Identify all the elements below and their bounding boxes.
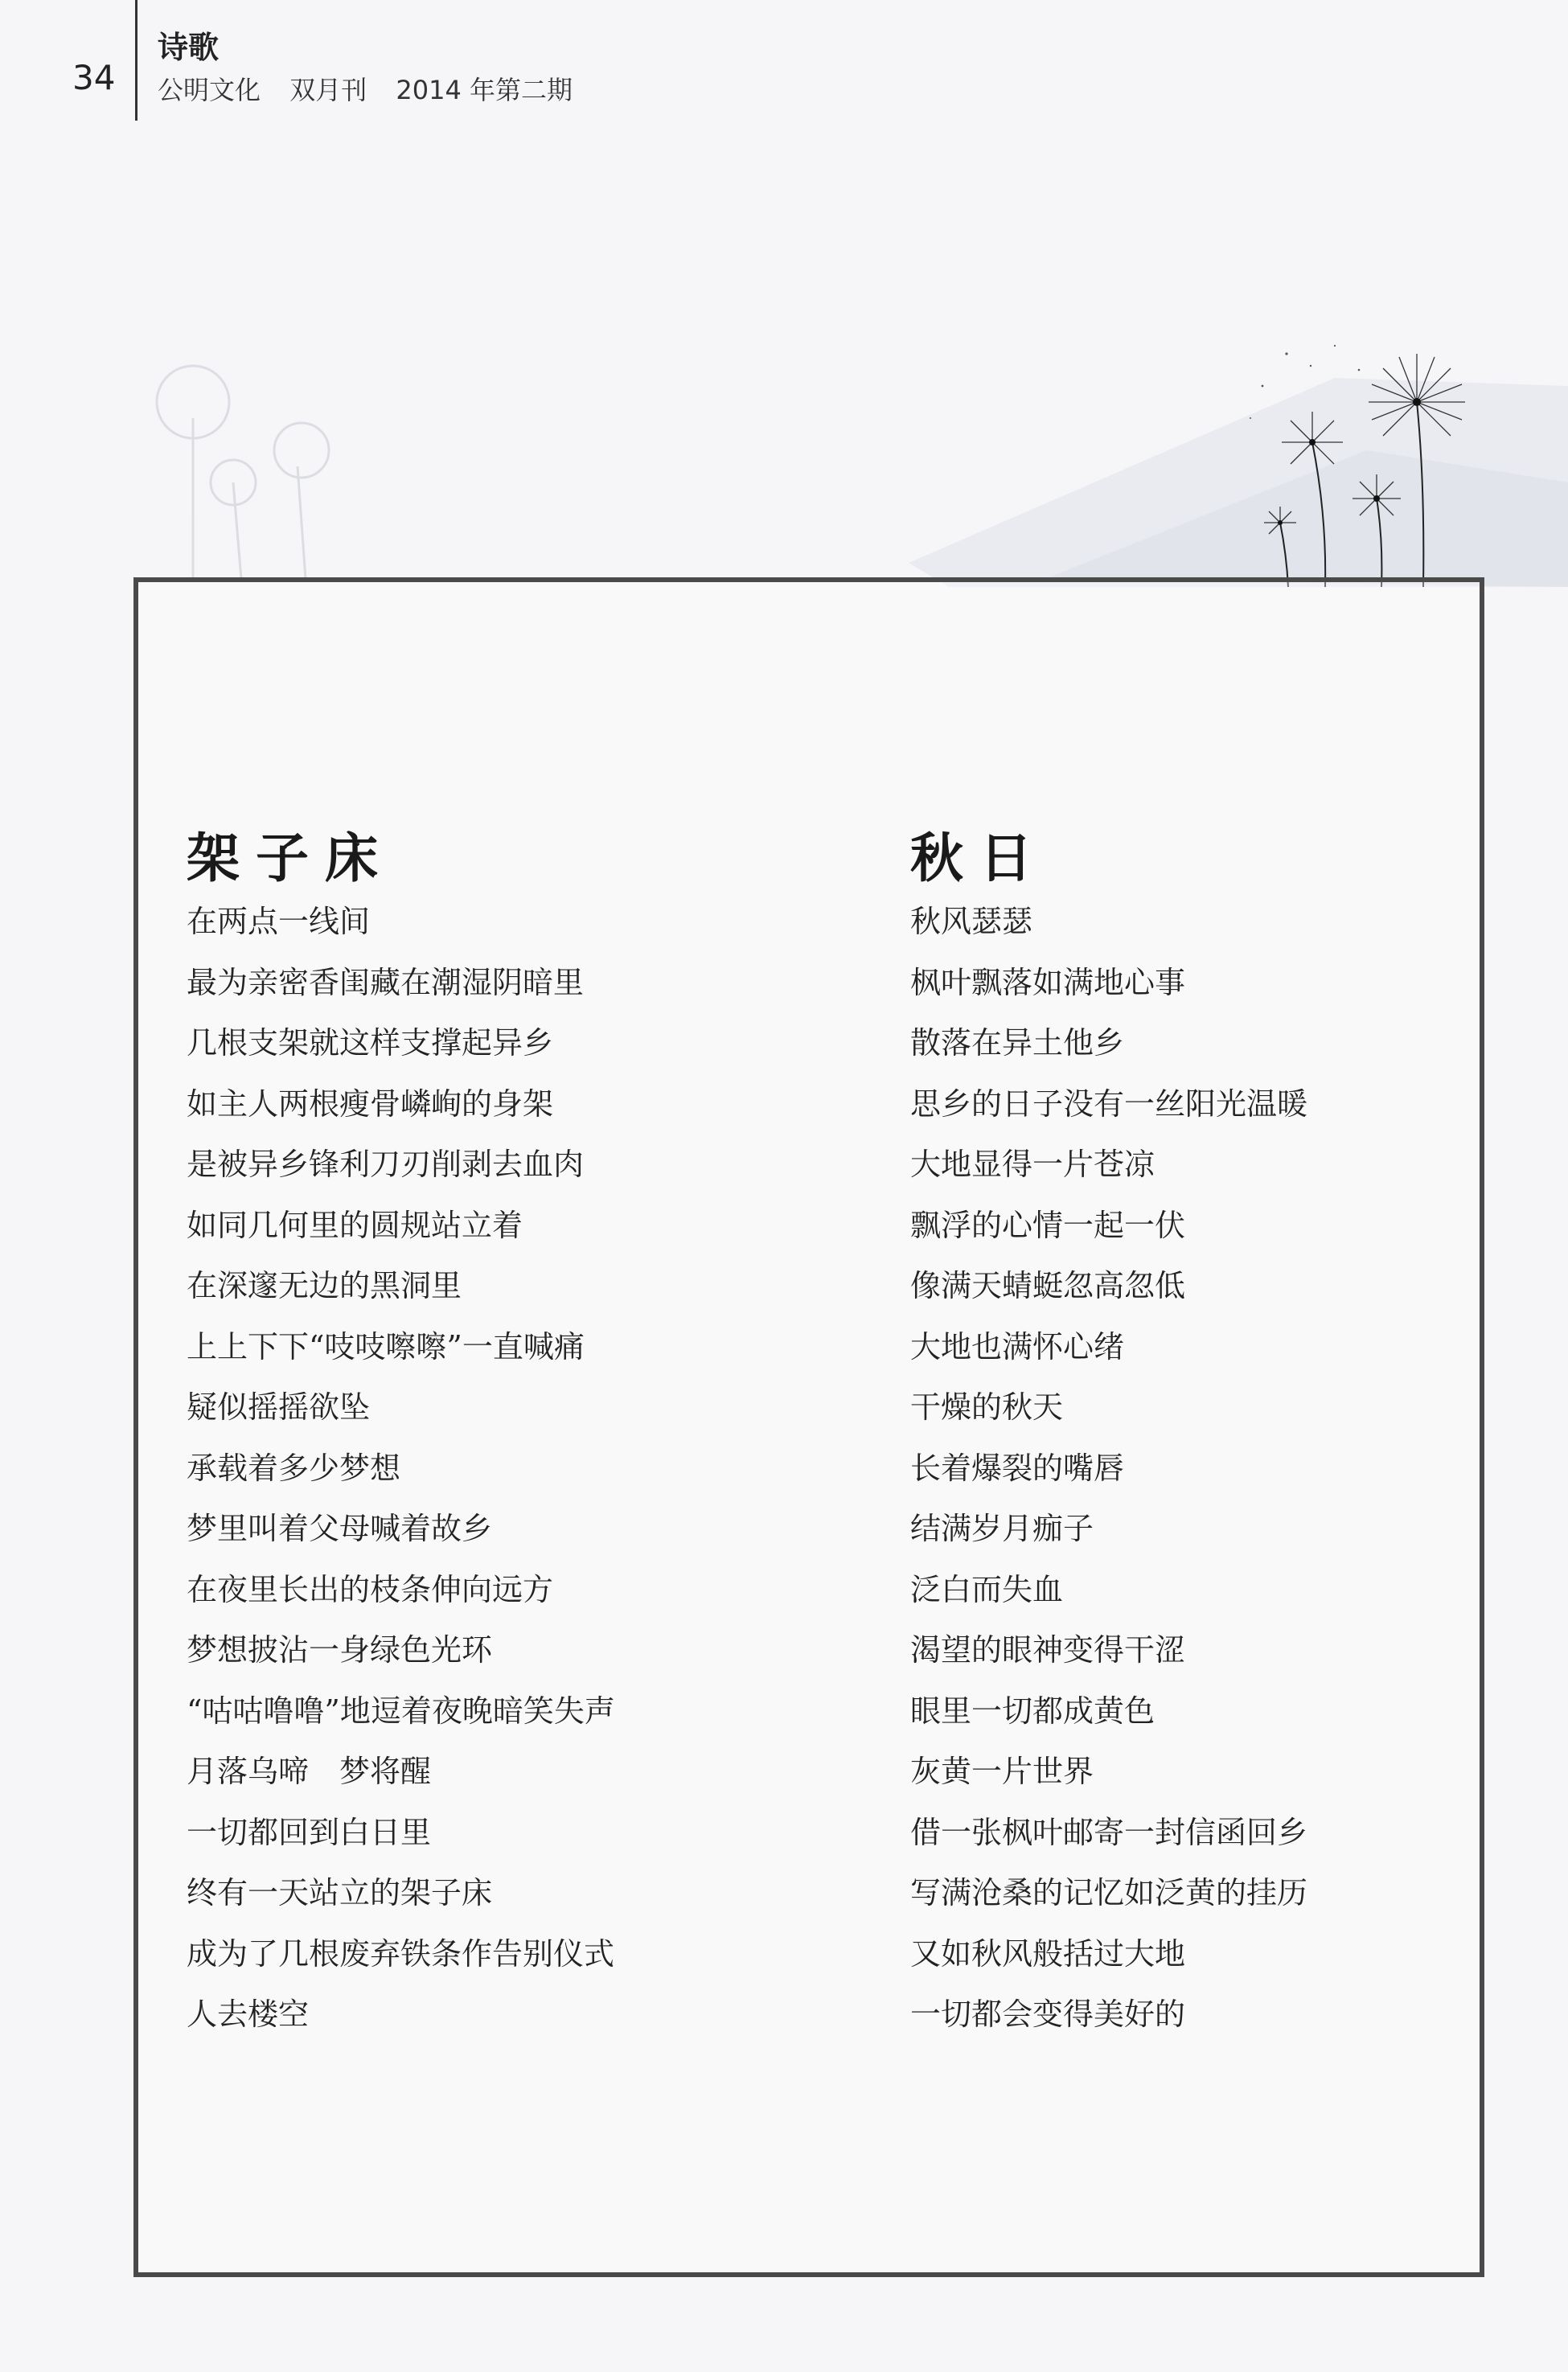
poem-line: 最为亲密香闺藏在潮湿阴暗里 <box>187 964 585 1000</box>
poem-line: 灰黄一片世界 <box>910 1754 1094 1789</box>
poem-line: 在两点一线间 <box>187 904 371 939</box>
poem-line: 几根支架就这样支撑起异乡 <box>187 1025 554 1061</box>
poem-line: 人去楼空 <box>187 1997 310 2032</box>
poem-line: 枫叶飘落如满地心事 <box>910 964 1186 1000</box>
poem-line: 写满沧桑的记忆如泛黄的挂历 <box>910 1875 1308 1910</box>
poem-line: 像满天蜻蜓忽高忽低 <box>910 1268 1186 1303</box>
dandelion-illustration <box>1238 322 1504 587</box>
page-number: 34 <box>72 58 116 97</box>
poem-line: 是被异乡锋利刀刃削剥去血肉 <box>187 1147 585 1182</box>
poem-frame <box>133 577 1484 2277</box>
header-divider <box>135 0 138 121</box>
poem-line: 泛白而失血 <box>910 1571 1064 1607</box>
section-title: 诗歌 <box>158 30 220 65</box>
poem-line: 成为了几根废弃铁条作告别仪式 <box>187 1935 615 1972</box>
poem-line: 梦里叫着父母喊着故乡 <box>187 1511 493 1546</box>
poem-line: 思乡的日子没有一丝阳光温暖 <box>910 1085 1308 1122</box>
poem-line: 终有一天站立的架子床 <box>187 1875 493 1910</box>
poem-line: 借一张枫叶邮寄一封信函回乡 <box>910 1814 1308 1850</box>
poem-line: 一切都会变得美好的 <box>910 1997 1186 2032</box>
poem-line: 在深邃无边的黑洞里 <box>187 1268 462 1303</box>
poem-line: 结满岁月痂子 <box>910 1511 1094 1546</box>
poem-body <box>910 892 1307 2046</box>
poem-line: 如同几何里的圆规站立着 <box>187 1207 523 1243</box>
poem-title: 架子床 <box>187 826 394 889</box>
poem-line: 散落在异土他乡 <box>910 1025 1125 1061</box>
poem-line: 大地显得一片苍凉 <box>910 1147 1155 1182</box>
poem-line: 长着爆裂的嘴唇 <box>910 1450 1125 1486</box>
issue-label: 2014 年第二期 <box>396 75 573 105</box>
poem-line: 在夜里长出的枝条伸向远方 <box>187 1571 554 1607</box>
poem-line: 上上下下“吱吱嚓嚓”一直喊痛 <box>187 1328 585 1365</box>
poem-line: 飘浮的心情一起一伏 <box>910 1207 1186 1243</box>
poem-line: 疑似摇摇欲坠 <box>187 1389 371 1425</box>
poem-line: 承载着多少梦想 <box>187 1450 401 1486</box>
poem-title: 秋日 <box>910 826 1049 889</box>
poem-line: 月落乌啼 梦将醒 <box>187 1754 432 1789</box>
poem-line: 又如秋风般括过大地 <box>910 1935 1186 1972</box>
poem-line: 干燥的秋天 <box>910 1389 1064 1425</box>
poem-line: 眼里一切都成黄色 <box>910 1693 1155 1729</box>
poem-line: 大地也满怀心绪 <box>910 1328 1125 1365</box>
poem-body <box>187 892 615 2046</box>
poem-line: 秋风瑟瑟 <box>910 904 1033 939</box>
publication-name: 公明文化 <box>158 75 261 105</box>
issue-line <box>158 77 593 103</box>
poem-line: 一切都回到白日里 <box>187 1814 432 1850</box>
poem-line: “咕咕噜噜”地逗着夜晚暗笑失声 <box>187 1693 615 1729</box>
poem-line: 渴望的眼神变得干涩 <box>910 1632 1186 1668</box>
poem-line: 梦想披沾一身绿色光环 <box>187 1632 493 1668</box>
poem-line: 如主人两根瘦骨嶙峋的身架 <box>187 1085 554 1122</box>
publication-frequency: 双月刊 <box>289 75 367 105</box>
